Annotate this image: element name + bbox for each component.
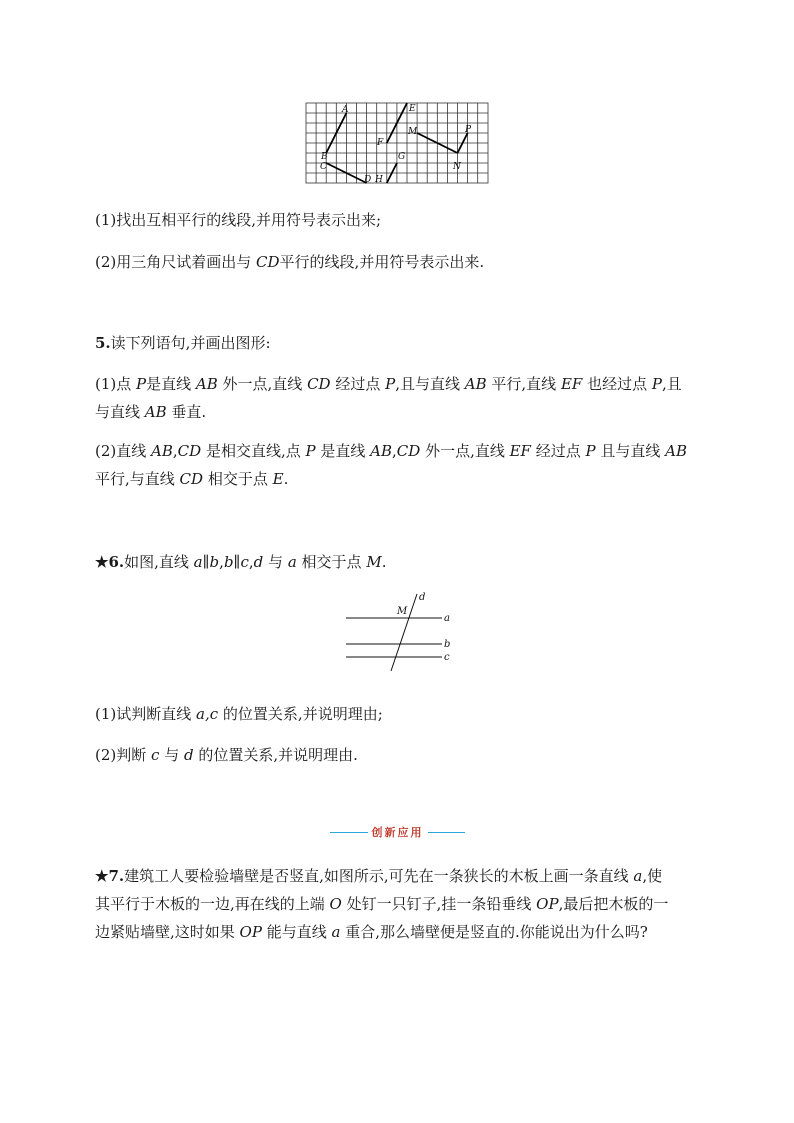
q4-part2-cd: CD xyxy=(256,253,280,271)
q5-stem xyxy=(95,329,705,357)
q7-var: OP xyxy=(536,895,559,913)
q6-part1-text: 的位置关系,并说明理由; xyxy=(218,705,383,723)
q7-var: a xyxy=(331,923,341,941)
q6-stem-text: . xyxy=(381,553,387,571)
q6-stem-text: 与 xyxy=(263,553,288,571)
fig-label-m: M xyxy=(397,606,408,617)
section-header xyxy=(330,823,465,841)
q5-p1-var: EF xyxy=(560,375,583,393)
q5-p1-var: AB xyxy=(464,375,487,393)
q6-parallel-symbol: ∥ xyxy=(233,553,241,571)
q7-text xyxy=(95,862,705,946)
q5-p1-var: CD xyxy=(307,375,331,393)
q6-part1-var: a,c xyxy=(196,705,219,723)
q5-p2-var: CD xyxy=(177,442,202,460)
q6-part1 xyxy=(95,700,705,728)
label-b: B xyxy=(321,152,328,162)
label-c: C xyxy=(320,162,327,172)
q6-stem xyxy=(95,548,705,576)
q5-part1 xyxy=(95,370,705,426)
q5-p2-text: 且与直线 xyxy=(595,442,666,460)
q6-var: d xyxy=(253,553,264,571)
section-title: 创新应用 xyxy=(371,826,424,839)
q5-p2-text: , xyxy=(172,442,178,460)
q4-part1 xyxy=(95,206,705,234)
section-rule-right xyxy=(428,832,466,833)
q4-part2 xyxy=(95,248,705,276)
q5-p1-text: (1)点 xyxy=(95,375,137,393)
q6-part2-var: d xyxy=(183,746,194,764)
q5-stem-text: 读下列语句,并画出图形: xyxy=(110,334,271,352)
q6-stem-text: 相交于点 xyxy=(296,553,367,571)
q5-part2 xyxy=(95,437,705,493)
q5-p1-text: 垂直. xyxy=(166,403,207,421)
q6-stem-text: , xyxy=(248,553,254,571)
q5-p2-var: E xyxy=(272,470,284,488)
q5-p2-var: CD xyxy=(396,442,421,460)
q6-part2-text: 的位置关系,并说明理由. xyxy=(193,746,358,764)
q5-p2-text: 相交于点 xyxy=(203,470,273,488)
q6-var: b xyxy=(209,553,220,571)
q7-text-segment: 其平行于木板的一边,再在线的上端 xyxy=(95,895,330,913)
q6-stem-text: , xyxy=(219,553,224,571)
q5-p1-var: AB xyxy=(195,375,218,393)
q7-var: OP xyxy=(239,923,262,941)
q4-part2-text-a: (2)用三角尺试着画出与 xyxy=(95,253,257,271)
q5-p1-text: 外一点,直线 xyxy=(217,375,308,393)
q6-var: a xyxy=(193,553,203,571)
q6-var: M xyxy=(366,553,382,571)
q5-p1-text: ,且与直线 xyxy=(395,375,465,393)
q5-p1-text: 平行,直线 xyxy=(486,375,561,393)
label-d: D xyxy=(364,175,372,184)
parallel-lines-figure xyxy=(340,588,455,674)
q7-var: O xyxy=(329,895,342,913)
q5-p2-var: AB xyxy=(370,442,392,460)
q5-p2-text: 是直线 xyxy=(315,442,371,460)
q4-part1-text: (1)找出互相平行的线段,并用符号表示出来; xyxy=(95,211,382,229)
label-p: P xyxy=(465,125,472,135)
q7-var: a xyxy=(633,867,643,885)
q7-text-segment: ,使 xyxy=(642,867,663,885)
label-n: N xyxy=(453,162,461,172)
fig-label-d: d xyxy=(419,592,426,603)
q6-part2-text: (2)判断 xyxy=(95,746,152,764)
q6-part2-text: 与 xyxy=(159,746,184,764)
q7-text-segment: 处钉一只钉子,挂一条铅垂线 xyxy=(341,895,537,913)
q7-text-segment: ,最后把木板的一 xyxy=(558,895,669,913)
q5-p2-text: 平行,与直线 xyxy=(95,470,180,488)
section-rule-left xyxy=(330,832,368,833)
label-m: M xyxy=(408,127,418,137)
q5-p2-var: AB xyxy=(665,442,688,460)
q5-p1-var: P xyxy=(651,375,662,393)
q7-text-segment: 重合,那么墙壁便是竖直的.你能说出为什么吗? xyxy=(340,923,648,941)
q5-p2-text: 经过点 xyxy=(530,442,586,460)
q5-number: 5. xyxy=(95,334,111,352)
q5-p1-text: 是直线 xyxy=(146,375,196,393)
q6-part2-var: c xyxy=(151,746,160,764)
label-e: E xyxy=(409,104,416,114)
q6-part1-text: (1)试判断直线 xyxy=(95,705,197,723)
q5-p2-text: 外一点,直线 xyxy=(420,442,510,460)
q5-p2-text: 是相交直线,点 xyxy=(201,442,306,460)
q5-p1-text: 经过点 xyxy=(330,375,386,393)
q6-number: ★6. xyxy=(95,553,125,571)
q5-p1-text: 也经过点 xyxy=(582,375,652,393)
q6-var: c xyxy=(240,553,249,571)
q5-p1-text: 与直线 xyxy=(95,403,145,421)
q5-p2-text: , xyxy=(392,442,397,460)
q7-text-segment: 建筑工人要检验墙壁是否竖直,如图所示,可先在一条狭长的木板上画一条直线 xyxy=(124,867,634,885)
q6-var: a xyxy=(287,553,297,571)
q5-p1-var: AB xyxy=(144,403,167,421)
q5-p1-text: ,且 xyxy=(661,375,682,393)
q5-p2-var: P xyxy=(305,442,316,460)
q5-p1-var: P xyxy=(136,375,147,393)
grid-figure xyxy=(305,102,491,184)
q6-part2 xyxy=(95,741,705,769)
q6-parallel-symbol: ∥ xyxy=(202,553,210,571)
fig-label-b: b xyxy=(444,639,451,650)
q5-p2-var: EF xyxy=(509,442,531,460)
q4-part2-text-b: 平行的线段,并用符号表示出来. xyxy=(279,253,485,271)
label-h: H xyxy=(375,175,383,184)
q5-p1-var: P xyxy=(385,375,396,393)
q7-text-segment: 能与直线 xyxy=(261,923,332,941)
q6-var: b xyxy=(223,553,234,571)
label-a: A xyxy=(342,105,349,115)
q5-p2-text: (2)直线 xyxy=(95,442,152,460)
fig-label-c: c xyxy=(444,652,450,663)
fig-label-a: a xyxy=(444,613,450,624)
label-g: G xyxy=(398,152,406,162)
label-f: F xyxy=(377,138,384,148)
q5-p2-text: . xyxy=(283,470,289,488)
q7-text-segment: 边紧贴墙壁,这时如果 xyxy=(95,923,240,941)
q7-number: ★7. xyxy=(95,867,125,885)
q5-p2-var: CD xyxy=(179,470,204,488)
q6-stem-text: 如图,直线 xyxy=(124,553,194,571)
q5-p2-var: AB xyxy=(151,442,173,460)
q5-p2-var: P xyxy=(585,442,596,460)
